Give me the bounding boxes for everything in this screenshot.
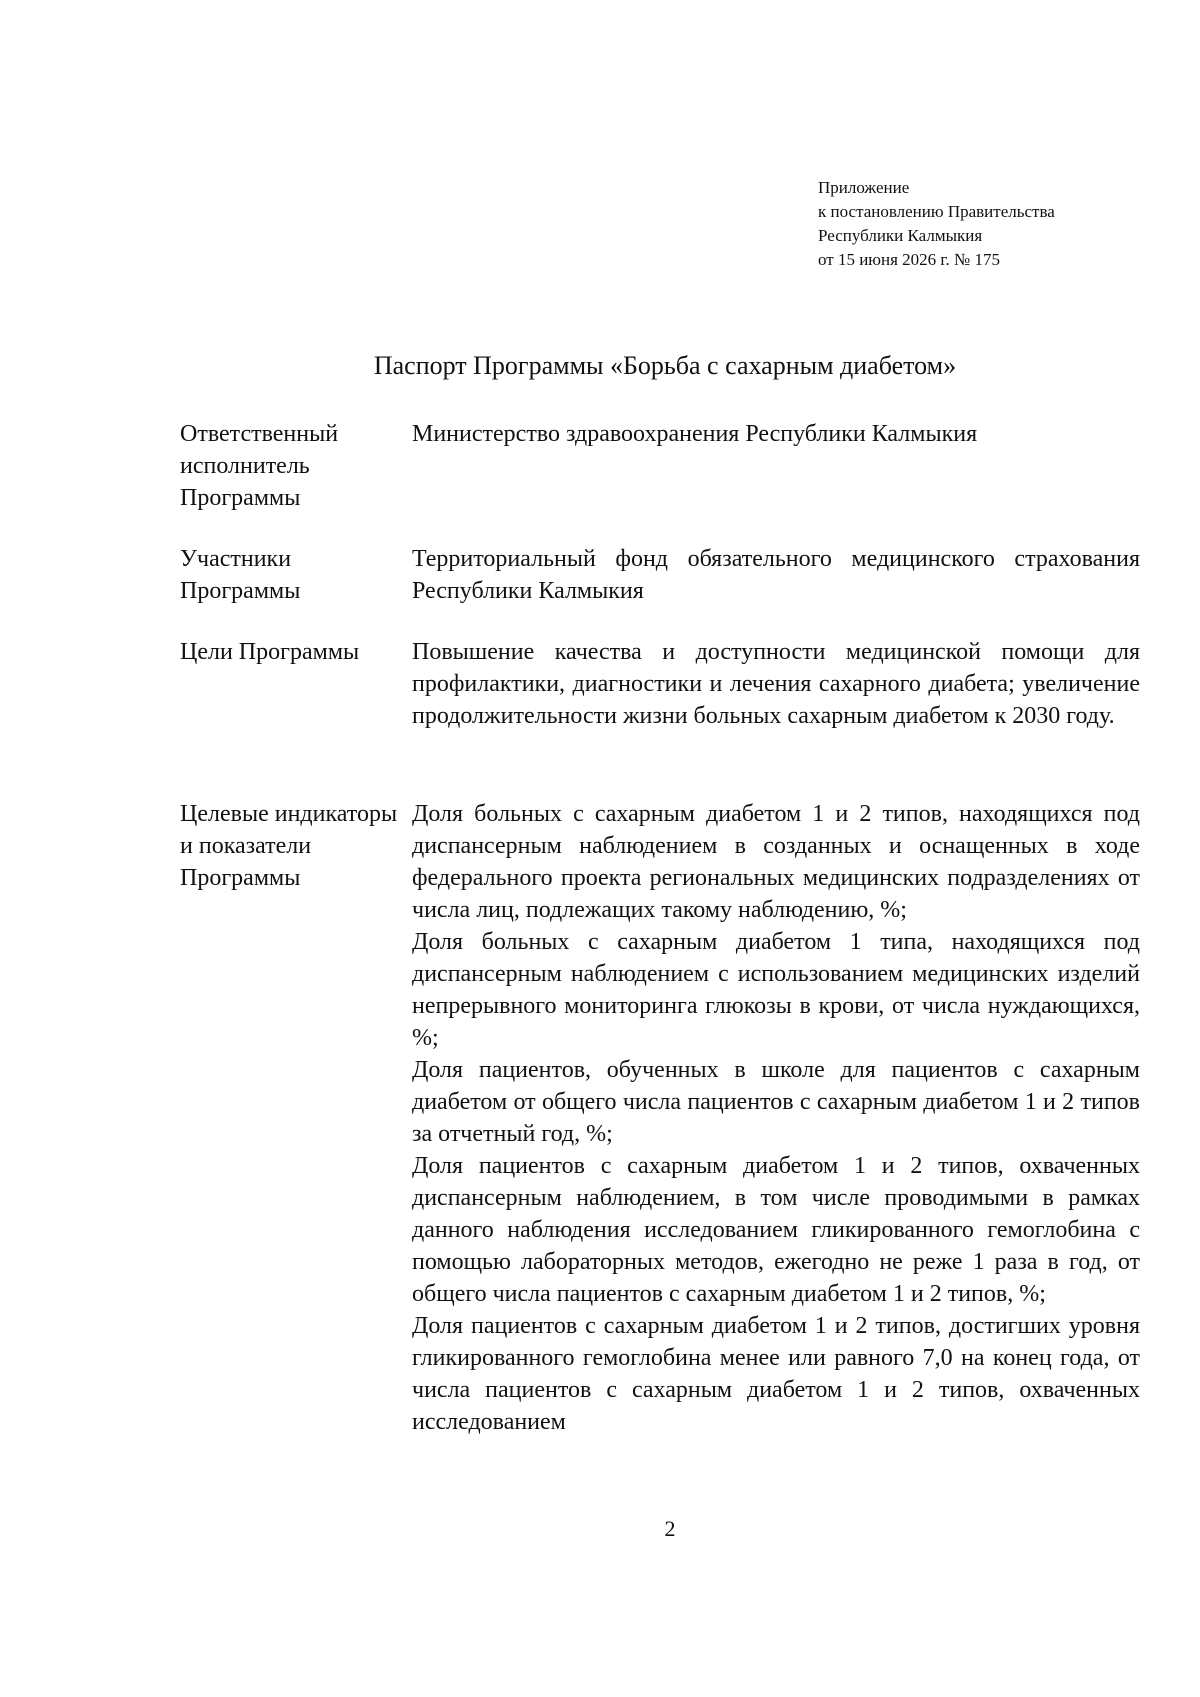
- page-number: 2: [664, 1516, 676, 1541]
- section-label: Цели Программы: [180, 639, 360, 665]
- section-label: Целевые индикаторы и показатели Программы: [180, 801, 398, 891]
- indicator-paragraph: Доля пациентов, обученных в школе для пациентов с сахарным диабетом от общего числа пациентов с сахарным диабетом 1 и 2 типов за отчетный год, %;: [412, 1057, 1140, 1147]
- section-value: [412, 418, 1140, 450]
- section-paragraph: Повышение качества и доступности медицинской помощи для профилактики, диагностики и лечения сахарного диабета; увеличение продолжительности жизни больных сахарным диабетом к 2030 году.: [412, 639, 1140, 729]
- appendix-line: к постановлению Правительства: [818, 202, 1055, 221]
- appendix-date-number: от 15 июня 2026 г. № 175: [818, 250, 1000, 269]
- indicator-paragraph: Доля больных с сахарным диабетом 1 и 2 типов, находящихся под диспансерным наблюдением в созданных и оснащенных в ходе федерального проекта региональных медицинских подразделениях от числа лиц, подлежащих такому наблюдению, %;: [412, 801, 1140, 923]
- appendix-line: Республики Калмыкия: [818, 226, 983, 245]
- section-value: [412, 798, 1140, 1438]
- section-paragraph: Министерство здравоохранения Республики Калмыкия: [412, 421, 978, 447]
- indicator-paragraph: Доля пациентов с сахарным диабетом 1 и 2 типов, достигших уровня гликированного гемоглобина менее или равного 7,0 на конец года, от числа пациентов с сахарным диабетом 1 и 2 типов, охваченных исследованием: [412, 1313, 1140, 1435]
- section-label: Ответственный исполнитель Программы: [180, 421, 339, 511]
- appendix-block: [818, 176, 1148, 272]
- indicator-paragraph: Доля больных с сахарным диабетом 1 типа, находящихся под диспансерным наблюдением с использованием медицинских изделий непрерывного мониторинга глюкозы в крови, от числа нуждающихся, %;: [412, 929, 1140, 1051]
- section-label: Участники Программы: [180, 546, 301, 604]
- section-paragraph: Территориальный фонд обязательного медицинского страхования Республики Калмыкия: [412, 546, 1140, 604]
- section-value: [412, 543, 1140, 607]
- appendix-line: Приложение: [818, 178, 910, 197]
- section-value: [412, 636, 1140, 732]
- document-title: Паспорт Программы «Борьба с сахарным диабетом»: [373, 351, 957, 380]
- indicator-paragraph: Доля пациентов с сахарным диабетом 1 и 2 типов, охваченных диспансерным наблюдением, в том числе проводимыми в рамках данного наблюдения исследованием гликированного гемоглобина с помощью лабораторных методов, ежегодно не реже 1 раза в год, от общего числа пациентов с сахарным диабетом 1 и 2 типов, %;: [412, 1153, 1140, 1307]
